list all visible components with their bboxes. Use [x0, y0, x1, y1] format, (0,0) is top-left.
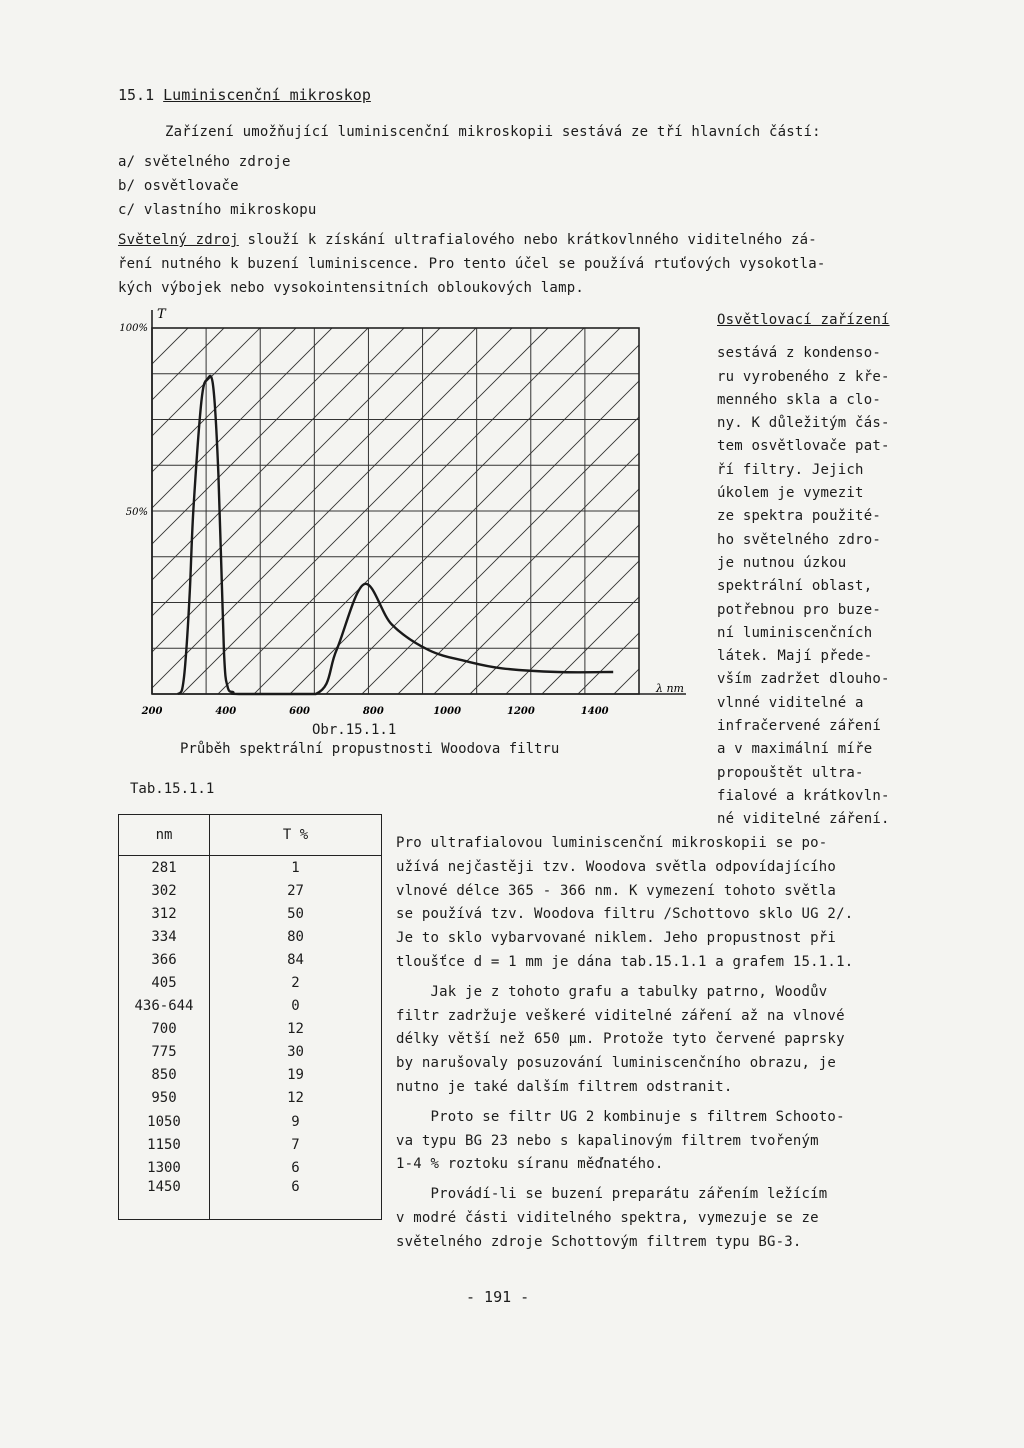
text-line: úkolem je vymezit [717, 485, 864, 502]
text-line: tem osvětlovače pat- [717, 438, 890, 455]
text-line: tloušťce d = 1 mm je dána tab.15.1.1 a grafem 15.1.1. [396, 953, 854, 970]
text-line: se používá tzv. Woodova filtru /Schottovo sklo UG 2/. [396, 906, 854, 923]
x-tick-label: 200 [141, 706, 163, 717]
text-line: v modré části viditelného spektra, vymezuje se ze [396, 1209, 819, 1226]
list-item: a/ světelného zdroje [118, 154, 291, 170]
transmission-chart [100, 300, 700, 760]
lower-text-block [396, 831, 853, 1254]
text-line: 1-4 % roztoku síranu měďnatého. [396, 1156, 664, 1173]
text-line: vlnné viditelné a [717, 694, 864, 711]
column-header-nm: nm [119, 815, 210, 856]
table-row: 1150 7 [119, 1133, 382, 1156]
text-line: ní luminiscenčních [717, 624, 873, 641]
table-row: 436-644 0 [119, 995, 382, 1018]
transmission-curve [178, 376, 613, 694]
text-line: ny. K důležitým čás- [717, 415, 890, 432]
table-row: 775 30 [119, 1041, 382, 1064]
section-heading [118, 86, 371, 104]
text-line: sestává z kondenso- [717, 345, 881, 362]
paragraph-line: Světelný zdroj slouží k získání ultrafialového nebo krátkovlnného viditelného zá- [118, 232, 817, 248]
list-item: b/ osvětlovače [118, 178, 239, 194]
x-tick-labels [141, 706, 609, 717]
text-line: filtr zadržuje veškeré viditelné záření až na vlnové [396, 1007, 845, 1024]
intro-sentence: Zařízení umožňující luminiscenční mikroskopii sestává ze tří hlavních částí: [165, 124, 821, 140]
text-line: je nutnou úzkou [717, 554, 847, 571]
text-line: Pro ultrafialovou luminiscenční mikroskopii se po- [396, 835, 828, 851]
x-tick-label: 1200 [507, 706, 535, 717]
table-row: 405 2 [119, 971, 382, 994]
table-label: Tab.15.1.1 [130, 781, 215, 797]
text-line: Provádí-li se buzení preparátu zářením ležícím [396, 1186, 828, 1203]
text-line: vším zadržet dlouho- [717, 671, 890, 688]
x-tick-label: 800 [362, 706, 384, 717]
hatch-line [650, 328, 700, 694]
y-tick-50: 50% [125, 507, 148, 518]
section-title: Luminiscenční mikroskop [163, 86, 371, 104]
table-row: 302 27 [119, 879, 382, 902]
table-row: 334 80 [119, 925, 382, 948]
text-line: Je to sklo vybarvované niklem. Jeho propustnost při [396, 930, 837, 947]
x-tick-label: 1400 [580, 706, 609, 717]
y-tick-100: 100% [119, 323, 148, 334]
table-row: 1450 6 [119, 1179, 382, 1220]
paragraph-line: kých výbojek nebo vysokointensitních obloukových lamp. [118, 280, 584, 296]
text-line: Proto se filtr UG 2 kombinuje s filtrem Schooto- [396, 1108, 845, 1125]
column-header-t: T % [210, 815, 382, 856]
section-number: 15.1 [118, 86, 155, 104]
figure-caption: Průběh spektrální propustnosti Woodova filtru [180, 741, 560, 757]
text-line: ru vyrobeného z kře- [717, 368, 890, 385]
table-row: 700 12 [119, 1018, 382, 1041]
hatch-line [686, 328, 700, 694]
light-source-paragraph [118, 228, 826, 300]
text-line: Jak je z tohoto grafu a tabulky patrno, Woodův [396, 983, 828, 1000]
paragraph-line: ření nutného k buzení luminiscence. Pro tento účel se používá rtuťových vysokotla- [118, 256, 826, 272]
text-line: a v maximální míře [717, 741, 873, 758]
text-line: světelného zdroje Schottovým filtrem typu BG-3. [396, 1233, 802, 1250]
text-line: né viditelné záření. [717, 811, 890, 828]
list-item: c/ vlastního mikroskopu [118, 202, 317, 218]
text-line: menného skla a clo- [717, 391, 881, 408]
text-line: užívá nejčastěji tzv. Woodova světla odpovídajícího [396, 858, 837, 875]
text-line: ří filtry. Jejich [717, 461, 864, 478]
table-row: 1050 9 [119, 1110, 382, 1133]
x-tick-label: 1000 [433, 706, 462, 717]
table-row: 312 50 [119, 902, 382, 925]
text-line: ze spektra použité- [717, 508, 881, 525]
text-line: va typu BG 23 nebo s kapalinovým filtrem tvořeným [396, 1132, 819, 1149]
text-line: infračervené záření [717, 718, 881, 735]
page-number: - 191 - [466, 1288, 530, 1306]
text-line: potřebnou pro buze- [717, 601, 881, 618]
table-row: 281 1 [119, 856, 382, 880]
text-line: fialové a krátkovln- [717, 787, 890, 804]
text-line: by narušovaly posuzování luminiscenčního obrazu, je [396, 1055, 837, 1072]
table-header-row [119, 815, 382, 856]
parts-list [118, 150, 316, 222]
text-line: vlnové délce 365 - 366 nm. K vymezení tohoto světla [396, 882, 837, 899]
y-axis-label: T [157, 307, 166, 322]
text-line: délky větší než 650 μm. Protože tyto červené paprsky [396, 1031, 845, 1048]
table-row: 1300 6 [119, 1156, 382, 1179]
text-line: propouštět ultra- [717, 764, 864, 781]
x-axis-label: λ nm [656, 682, 684, 695]
text-line: látek. Mají přede- [717, 648, 873, 665]
light-source-label: Světelný zdroj [118, 232, 239, 248]
text-line: ho světelného zdro- [717, 531, 881, 548]
chart-grid [152, 328, 639, 694]
figure-number: Obr.15.1.1 [312, 722, 397, 738]
table-row: 950 12 [119, 1087, 382, 1110]
right-column-heading: Osvětlovací zařízení [717, 312, 890, 328]
transmission-table [118, 814, 382, 1220]
table-row: 366 84 [119, 948, 382, 971]
right-column-text [717, 308, 890, 831]
x-tick-label: 600 [289, 706, 311, 717]
text-line: spektrální oblast, [717, 578, 873, 595]
x-tick-label: 400 [215, 706, 237, 717]
text-line: nutno je také dalším filtrem odstranit. [396, 1078, 733, 1095]
table-row: 850 19 [119, 1064, 382, 1087]
